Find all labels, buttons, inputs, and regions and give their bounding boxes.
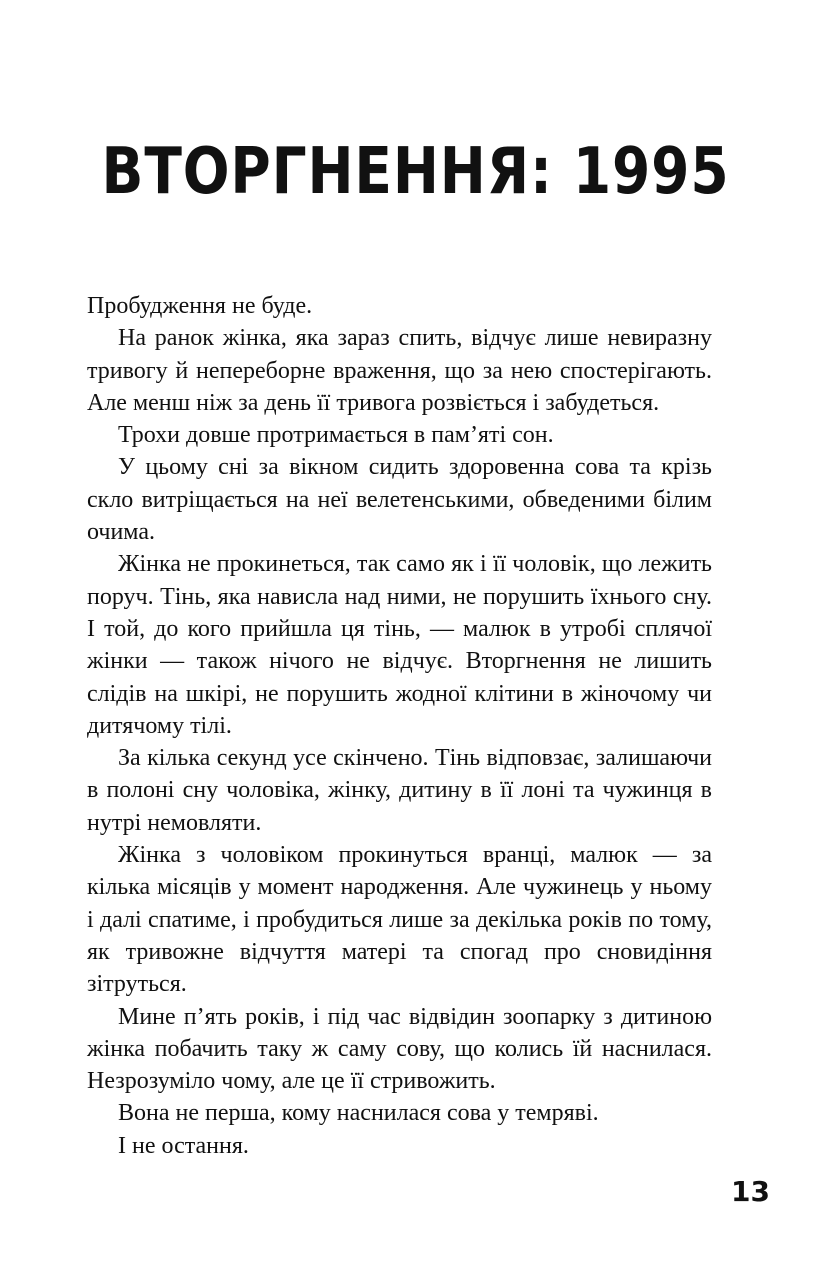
- paragraph: Жінка не прокинеться, так само як і її чоловік, що лежить поруч. Тінь, яка нависла над ними, не порушить їхнього сну. І той, до кого прийшла ця тінь, — малюк в утробі сплячої жінки — також нічого не відчує. Вторгнення не лишить слідів на шкірі, не порушить жодної клітини в жіночому чи дитячому тілі.: [87, 551, 712, 739]
- paragraph: На ранок жінка, яка зараз спить, відчує лише невиразну тривогу й непереборне враження, що за нею спостерігають. Але менш ніж за день її тривога розвіється і забудеться.: [87, 325, 712, 416]
- paragraph: За кілька секунд усе скінчено. Тінь відповзає, залишаючи в полоні сну чоловіка, жінку, дитину в її лоні та чужинця в нутрі немовляти.: [87, 745, 712, 836]
- chapter-title: ВТОРГНЕННЯ: 1995: [101, 135, 730, 209]
- paragraph: І не остання.: [118, 1132, 249, 1159]
- body-text: [87, 290, 712, 1162]
- page-number: 13: [731, 1175, 770, 1208]
- paragraph: Пробудження не буде.: [87, 293, 313, 319]
- paragraph: Жінка з чоловіком прокинуться вранці, малюк — за кілька місяців у момент народження. Але чужинець у ньому і далі спатиме, і пробудиться лише за декілька років по тому, як тривожне відчуття матері та спогад про сновидіння зітруться.: [87, 842, 712, 998]
- paragraph: Мине п’ять років, і під час відвідин зоопарку з дитиною жінка побачить таку ж саму сову, що колись їй наснилася. Незрозуміло чому, але це її стривожить.: [87, 1003, 712, 1095]
- paragraph: У цьому сні за вікном сидить здоровенна сова та крізь скло витріщається на неї велетенськими, обведеними білим очима.: [87, 454, 712, 546]
- paragraph: Вона не перша, кому наснилася сова у темряві.: [118, 1100, 599, 1127]
- paragraph: Трохи довше протримається в пам’яті сон.: [118, 422, 554, 449]
